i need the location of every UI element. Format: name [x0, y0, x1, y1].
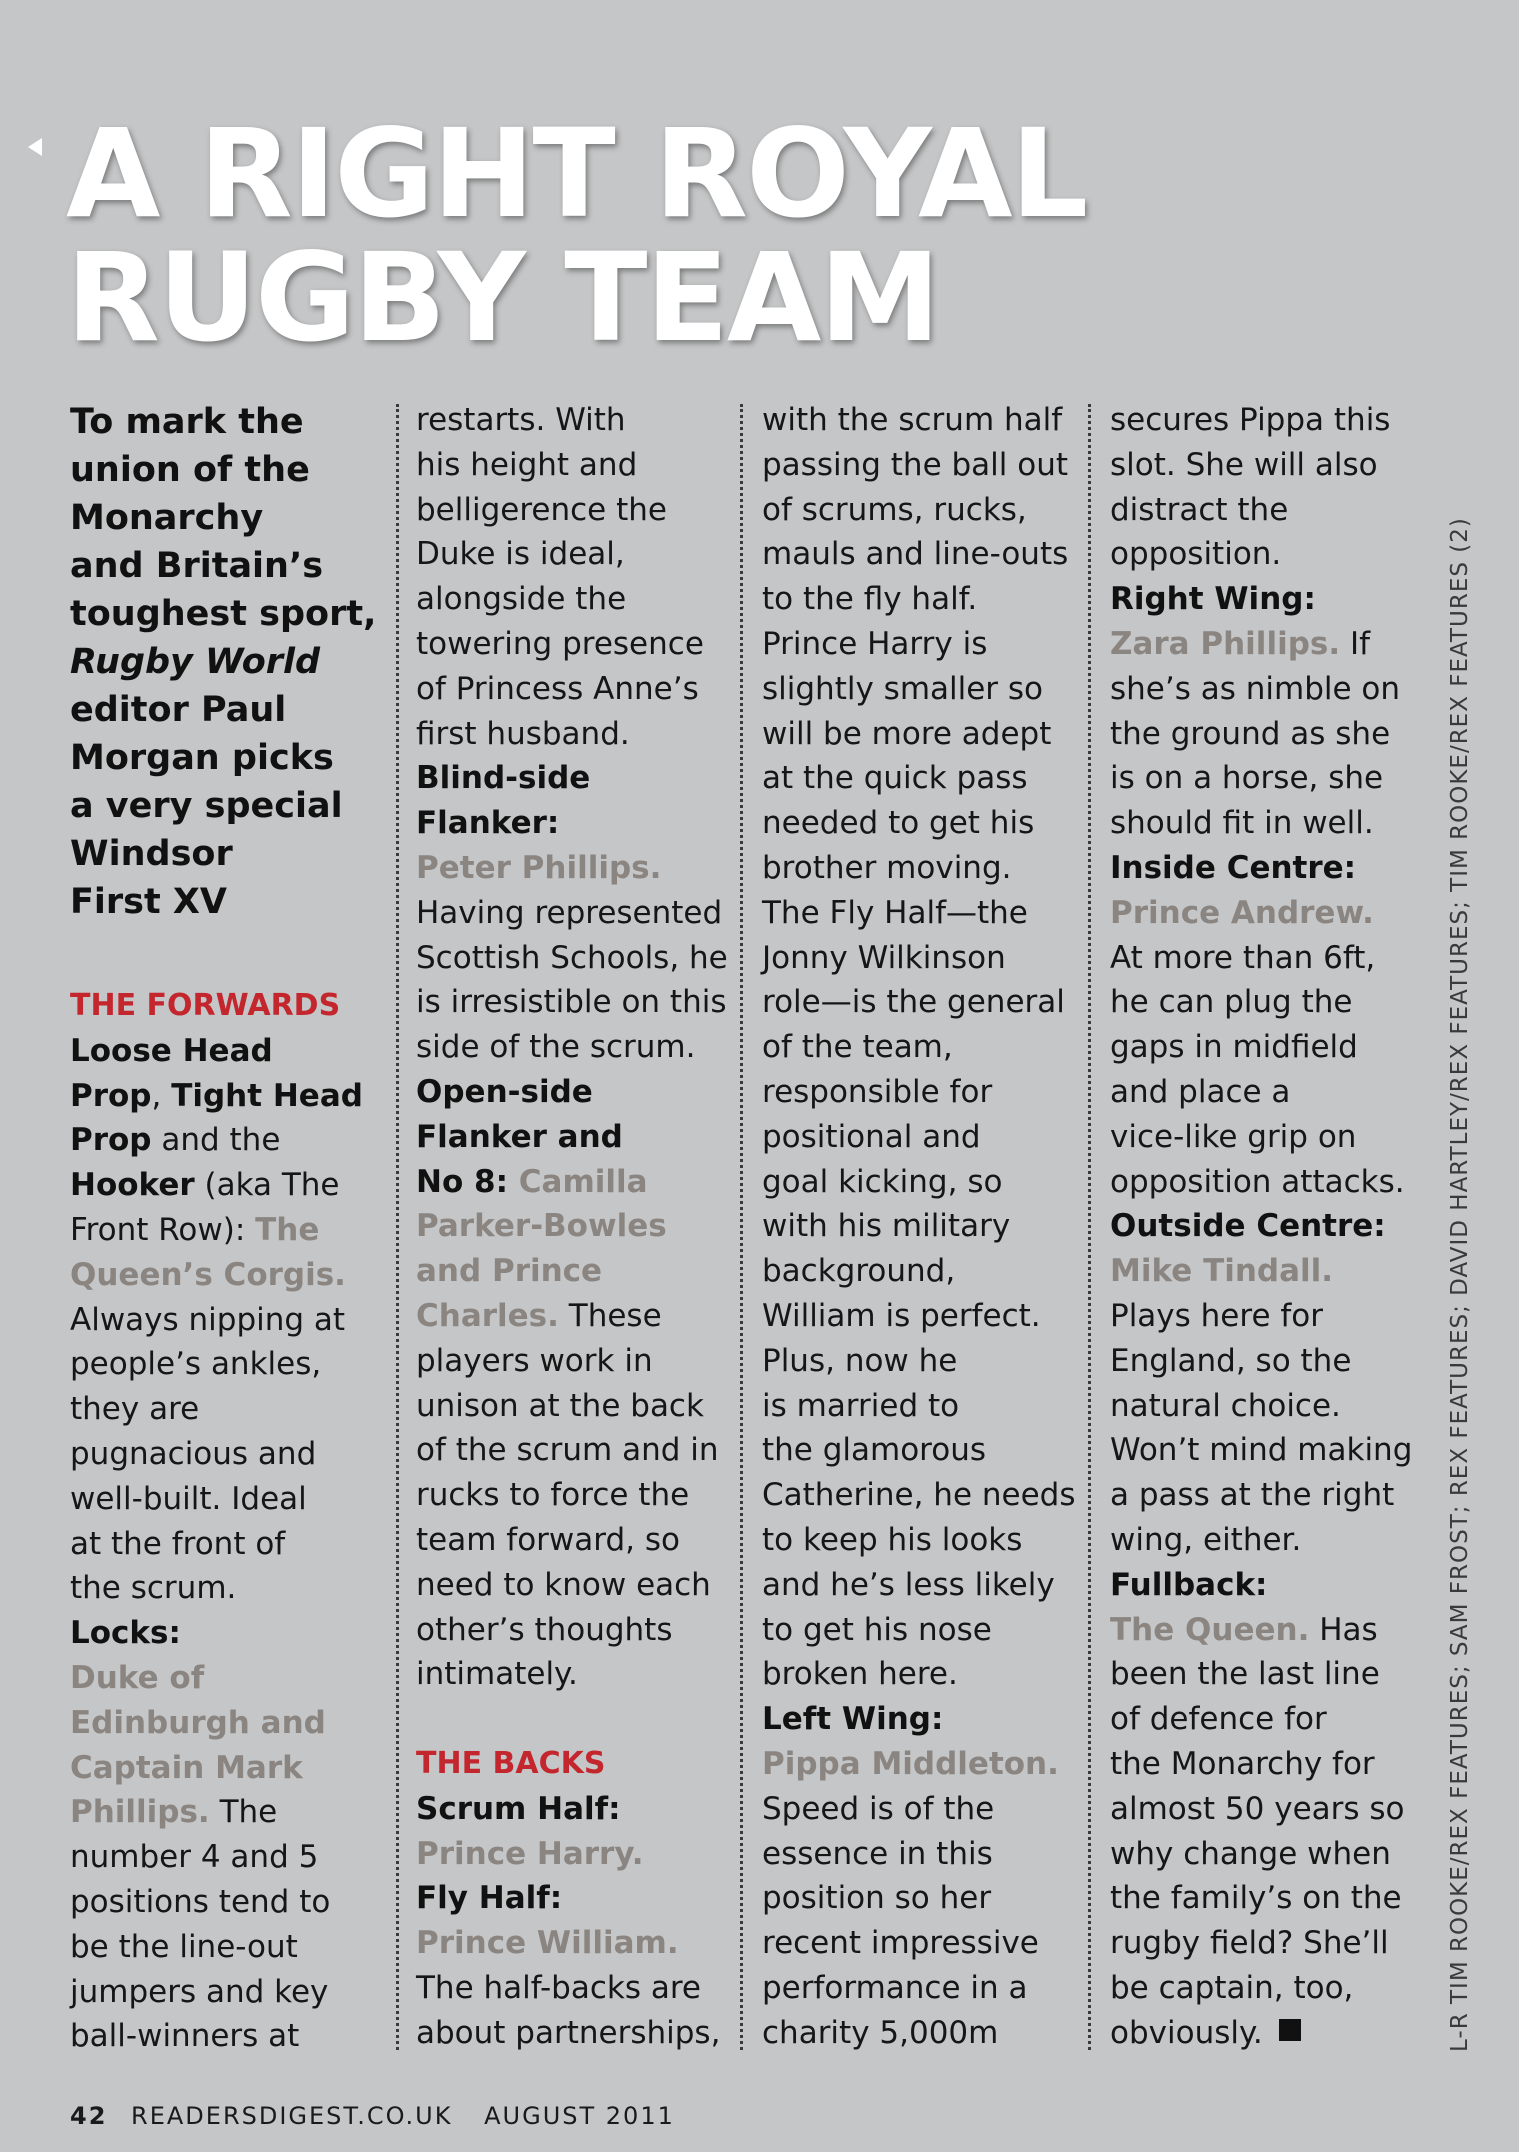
intro-line: a very special [70, 786, 343, 826]
intro-line: First XV [70, 882, 227, 922]
position-label: Locks: [70, 1615, 181, 1652]
player-name: Pippa Middleton. [762, 1745, 1059, 1782]
headline [66, 103, 1087, 369]
player-name: Prince Andrew. [1110, 894, 1374, 931]
body-line: players work in [416, 1342, 653, 1379]
body-line: Plus, now he [762, 1342, 958, 1379]
intro-line: union of the [70, 450, 310, 490]
body-line: the family’s on the [1110, 1880, 1402, 1917]
body-line: his height and [416, 446, 638, 483]
intro-line: editor Paul [70, 690, 287, 730]
position-label: No 8: [416, 1163, 519, 1200]
position-label: Flanker and [416, 1118, 623, 1155]
column-divider [396, 404, 399, 2050]
body-line: role—is the general [762, 984, 1065, 1021]
body-line: is on a horse, she [1110, 760, 1384, 797]
body-line: to get his nose [762, 1611, 992, 1648]
body-line: essence in this [762, 1835, 993, 1872]
body-line: England, so the [1110, 1342, 1352, 1379]
body-line: of defence for [1110, 1701, 1327, 1738]
body-line: he can plug the [1110, 984, 1353, 1021]
body-line: Always nipping at [70, 1301, 346, 1338]
body-line: positions tend to [70, 1883, 331, 1920]
position-label: Fullback: [1110, 1566, 1268, 1603]
body-line: and he’s less likely [762, 1566, 1055, 1603]
body-line: to the fly half. [762, 581, 978, 618]
body-line: with the scrum half [762, 402, 1063, 438]
player-name: Camilla [518, 1163, 648, 1200]
body-line: William is perfect. [762, 1297, 1041, 1334]
page-footer [70, 2102, 675, 2130]
position-label: Left Wing: [762, 1701, 944, 1738]
position-label: Open-side [416, 1073, 593, 1110]
body-line: been the last line [1110, 1656, 1380, 1693]
intro-line: Windsor [70, 834, 233, 874]
column-3 [762, 398, 1076, 2055]
player-name: The [255, 1211, 320, 1248]
body-line: of the scrum and in [416, 1432, 719, 1469]
player-name: The Queen. [1110, 1611, 1310, 1648]
body-line: will be more adept [762, 715, 1052, 752]
body-line: the glamorous [762, 1432, 987, 1469]
body-line: of the team, [762, 1029, 953, 1066]
body-line: The Fly Half—the [762, 894, 1028, 931]
position-label: Hooker [70, 1167, 195, 1204]
body-line: position so her [762, 1880, 992, 1917]
body-line: natural choice. [1110, 1387, 1341, 1424]
section-heading-forwards: THE FORWARDS [70, 988, 341, 1023]
body-line: jumpers and key [70, 1973, 329, 2010]
body-line: recent impressive [762, 1925, 1039, 1962]
body-line: be captain, too, [1110, 1969, 1354, 2006]
body-line: secures Pippa this [1110, 402, 1391, 438]
body-line: unison at the back [416, 1387, 704, 1424]
body-line: vice-like grip on [1110, 1118, 1357, 1155]
section-marker-icon [28, 138, 42, 156]
body-line: Won’t mind making [1110, 1432, 1413, 1469]
body-line: other’s thoughts [416, 1611, 673, 1648]
player-name: Mike Tindall. [1110, 1253, 1334, 1290]
body-line: charity 5,000m [762, 2014, 999, 2051]
player-name: and Prince [416, 1253, 603, 1290]
body-line: wing, either. [1110, 1521, 1302, 1558]
body-line: is irresistible on this [416, 984, 727, 1021]
body-line: at the quick pass [762, 760, 1028, 797]
body-line: responsible for [762, 1073, 993, 1110]
intro-line: and Britain’s [70, 546, 324, 586]
body-line: performance in a [762, 1969, 1028, 2006]
player-name: Peter Phillips. [416, 849, 662, 886]
photo-credit: L-R TIM ROOKE/REX FEATURES; SAM FROST; REX FEATURES; DAVID HARTLEY/REX FEATURES; TIM ROOKE/REX FEATURES (2) [1447, 517, 1473, 2052]
body-line: people’s ankles, [70, 1346, 322, 1383]
body-line: well-built. Ideal [70, 1480, 307, 1517]
body-line: why change when [1110, 1835, 1391, 1872]
body-line: the scrum. [70, 1570, 237, 1607]
body-line: team forward, so [416, 1521, 680, 1558]
player-name: Phillips. [70, 1794, 210, 1831]
body-line: needed to get his [762, 805, 1035, 842]
body-line: Having represented [416, 894, 723, 931]
position-label: Prop [70, 1122, 152, 1159]
body-line: with his military [762, 1208, 1011, 1245]
body-line: Prince Harry is [762, 625, 988, 662]
intro-line: Morgan picks [70, 738, 334, 778]
body-line: of Princess Anne’s [416, 670, 699, 707]
intro-line: Monarchy [70, 498, 264, 538]
body-line: At more than 6ft, [1110, 939, 1376, 976]
body-line: they are [70, 1391, 200, 1428]
body-line: number 4 and 5 [70, 1839, 319, 1876]
player-name: Prince Harry. [416, 1835, 644, 1872]
intro-standfirst [70, 398, 376, 926]
body-line: pugnacious and [70, 1435, 317, 1472]
player-name: Zara Phillips. [1110, 625, 1341, 662]
body-line: passing the ball out [762, 446, 1069, 483]
headline-line-2: RUGBY TEAM [66, 227, 939, 369]
body-line: opposition attacks. [1110, 1163, 1405, 1200]
position-label: Flanker: [416, 805, 560, 842]
body-line: slot. She will also [1110, 446, 1378, 483]
page-number: 42 [70, 2102, 108, 2130]
player-name: Parker-Bowles [416, 1208, 667, 1245]
end-of-article-icon [1279, 2019, 1301, 2041]
body-line: Catherine, he needs [762, 1477, 1076, 1514]
position-label: Right Wing: [1110, 581, 1316, 618]
position-label: Loose Head [70, 1032, 273, 1069]
player-name: Prince William. [416, 1925, 679, 1962]
body-line: Scottish Schools, he [416, 939, 728, 976]
body-line: belligerence the [416, 491, 667, 528]
body-line: distract the [1110, 491, 1289, 528]
body-line: a pass at the right [1110, 1477, 1395, 1514]
body-line: Duke is ideal, [416, 536, 625, 573]
player-name: Charles. [416, 1297, 559, 1334]
body-line: at the front of [70, 1525, 286, 1562]
footer-site: READERSDIGEST.CO.UK [131, 2102, 453, 2130]
player-name: Queen’s Corgis. [70, 1256, 346, 1293]
body-line: to keep his looks [762, 1521, 1023, 1558]
intro-line: toughest sport, [70, 594, 377, 634]
position-label: Prop [70, 1077, 152, 1114]
body-line: side of the scrum. [416, 1029, 696, 1066]
body-line: and place a [1110, 1073, 1291, 1110]
position-label: Fly Half: [416, 1880, 563, 1917]
body-line: the ground as she [1110, 715, 1391, 752]
column-1: To mark the union of the Monarchy and Britain’s toughest sport, Rugby World editor Paul Morgan picks a very special Windsor First XV THE FORWARDS Loose Head Prop, Tight Head Prop and the Hooker (aka The Front Row): The Queen’s Corgis. Always nipping at people’s ankles, they are pugnacious and well-built. Ideal at the front of the scrum. Locks: Duke of Edinburgh and Captain Mark Phillips. The number 4 and 5 positions tend to be the line-out jumpers and key ball-winners at [70, 398, 376, 2059]
magazine-name: Rugby World [70, 642, 321, 682]
player-name: Duke of [70, 1659, 205, 1696]
body-line: is married to [762, 1387, 960, 1424]
body-line: about partnerships, [416, 2014, 721, 2051]
body-line: Speed is of the [762, 1790, 995, 1827]
body-line: she’s as nimble on [1110, 670, 1401, 707]
body-line: Plays here for [1110, 1297, 1323, 1334]
column-divider [740, 404, 743, 2050]
body-line: first husband. [416, 715, 630, 752]
body-line: obviously. [1110, 2014, 1263, 2051]
position-label: Outside Centre: [1110, 1208, 1386, 1245]
body-line: positional and [762, 1118, 981, 1155]
body-line: towering presence [416, 625, 704, 662]
footer-issue-date: AUGUST 2011 [484, 2102, 675, 2130]
body-line: restarts. With [416, 402, 626, 438]
body-line: gaps in midfield [1110, 1029, 1358, 1066]
body-line: the Monarchy for [1110, 1745, 1375, 1782]
body-line: goal kicking, so [762, 1163, 1003, 1200]
body-line: should fit in well. [1110, 805, 1374, 842]
position-label: Scrum Half: [416, 1790, 621, 1827]
body-line: of scrums, rucks, [762, 491, 1027, 528]
body-line: be the line-out [70, 1928, 298, 1965]
body-line: Jonny Wilkinson [762, 939, 1006, 976]
body-line: intimately. [416, 1656, 578, 1693]
position-label: Blind-side [416, 760, 591, 797]
body-line: ball-winners at [70, 2018, 300, 2055]
player-name: Captain Mark [70, 1749, 303, 1786]
position-label: Inside Centre: [1110, 849, 1357, 886]
body-line: rugby field? She’ll [1110, 1925, 1389, 1962]
body-line: almost 50 years so [1110, 1790, 1405, 1827]
column-2: restarts. With his height and belligerence the Duke is ideal, alongside the towering presence of Princess Anne’s first husband. Blind-side Flanker: Peter Phillips. Having represented Scottish Schools, he is irresistible on this side of the scrum. Open-side Flanker and No 8: Camilla Parker-Bowles and Prince Charles. These players work in unison at the back of the scrum and in rucks to force the team forward, so need to know each other’s thoughts intimately. THE BACKS Scrum Half: Prince Harry. Fly Half: Prince William. The half-backs are about partnerships, [416, 398, 728, 2055]
body-line: slightly smaller so [762, 670, 1044, 707]
body-line: rucks to force the [416, 1477, 690, 1514]
column-divider [1088, 404, 1091, 2050]
section-heading-backs: THE BACKS [416, 1745, 606, 1781]
body-line: opposition. [1110, 536, 1282, 573]
body-line: alongside the [416, 581, 627, 618]
body-line: broken here. [762, 1656, 958, 1693]
intro-line: To mark the [70, 402, 304, 442]
body-line: need to know each [416, 1566, 711, 1603]
player-name: Edinburgh and [70, 1704, 326, 1741]
body-line: The half-backs are [416, 1969, 701, 2006]
column-4: secures Pippa this slot. She will also distract the opposition. Right Wing: Zara Phillips. If she’s as nimble on the ground as she is on a horse, she should fit in well. Inside Centre: Prince Andrew. At more than 6ft, he can plug the gaps in midfield and place a vice-like grip on opposition attacks. Outside Centre: Mike Tindall. Plays here for England, so the natural choice. Won’t mind making a pass at the right wing, either. Fullback: The Queen. Has been the last line of defence for the Monarchy for almost 50 years so why change when the family’s on the rugby field? She’ll be captain, too, obviously. [1110, 398, 1412, 2055]
position-label: Tight Head [171, 1077, 363, 1114]
headline-line-1: A RIGHT ROYAL [66, 103, 1087, 245]
body-line: background, [762, 1253, 956, 1290]
body-line: brother moving. [762, 849, 1012, 886]
body-line: mauls and line-outs [762, 536, 1069, 573]
